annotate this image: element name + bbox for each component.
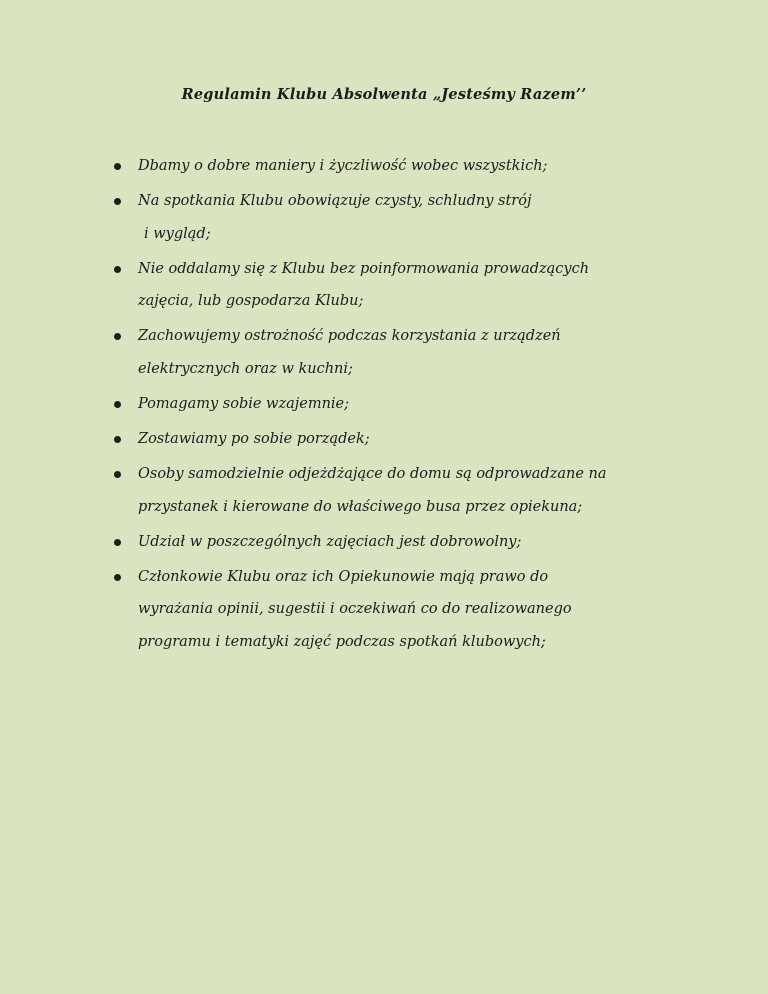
bullet-icon xyxy=(114,436,121,443)
bullet-icon xyxy=(114,163,121,170)
rule-text: elektrycznych oraz w kuchni; xyxy=(138,360,353,377)
rule-text: wyrażania opinii, sugestii i oczekiwań co do realizowanego xyxy=(138,601,572,618)
rule-text: Zachowujemy ostrożność podczas korzystania z urządzeń xyxy=(138,328,561,345)
rule-item xyxy=(0,561,768,659)
rules-list xyxy=(0,150,768,661)
rule-text: Członkowie Klubu oraz ich Opiekunowie mają prawo do xyxy=(138,568,549,585)
rule-item xyxy=(0,185,768,250)
rule-text: Na spotkania Klubu obowiązuje czysty, schludny strój xyxy=(138,193,532,210)
document-title: Regulamin Klubu Absolwenta „Jesteśmy Razem’’ xyxy=(181,86,587,103)
bullet-icon xyxy=(114,198,121,205)
bullet-icon xyxy=(114,333,121,340)
bullet-icon xyxy=(114,471,121,478)
bullet-icon xyxy=(114,574,121,581)
rule-item xyxy=(0,423,768,456)
rule-item xyxy=(0,388,768,421)
rule-text: programu i tematyki zajęć podczas spotkań klubowych; xyxy=(138,633,546,650)
rule-item xyxy=(0,526,768,559)
bullet-icon xyxy=(114,266,121,273)
rule-item xyxy=(0,150,768,183)
bullet-icon xyxy=(114,401,121,408)
rule-text: Udział w poszczególnych zajęciach jest dobrowolny; xyxy=(138,533,522,550)
rule-text: i wygląd; xyxy=(144,225,211,242)
rule-item xyxy=(0,253,768,318)
bullet-icon xyxy=(114,539,121,546)
rule-text: Dbamy o dobre maniery i życzliwość wobec wszystkich; xyxy=(138,158,548,174)
rule-text: Nie oddalamy się z Klubu bez poinformowania prowadzących xyxy=(138,260,590,277)
rule-text: przystanek i kierowane do właściwego busa przez opiekuna; xyxy=(138,498,583,515)
rule-text: Pomagamy sobie wzajemnie; xyxy=(138,395,350,412)
rule-text: Zostawiamy po sobie porządek; xyxy=(138,430,370,447)
rule-item xyxy=(0,320,768,385)
rule-item xyxy=(0,458,768,523)
rule-text: Osoby samodzielnie odjeżdżające do domu są odprowadzane na xyxy=(138,466,607,483)
rule-text: zajęcia, lub gospodarza Klubu; xyxy=(138,293,364,310)
